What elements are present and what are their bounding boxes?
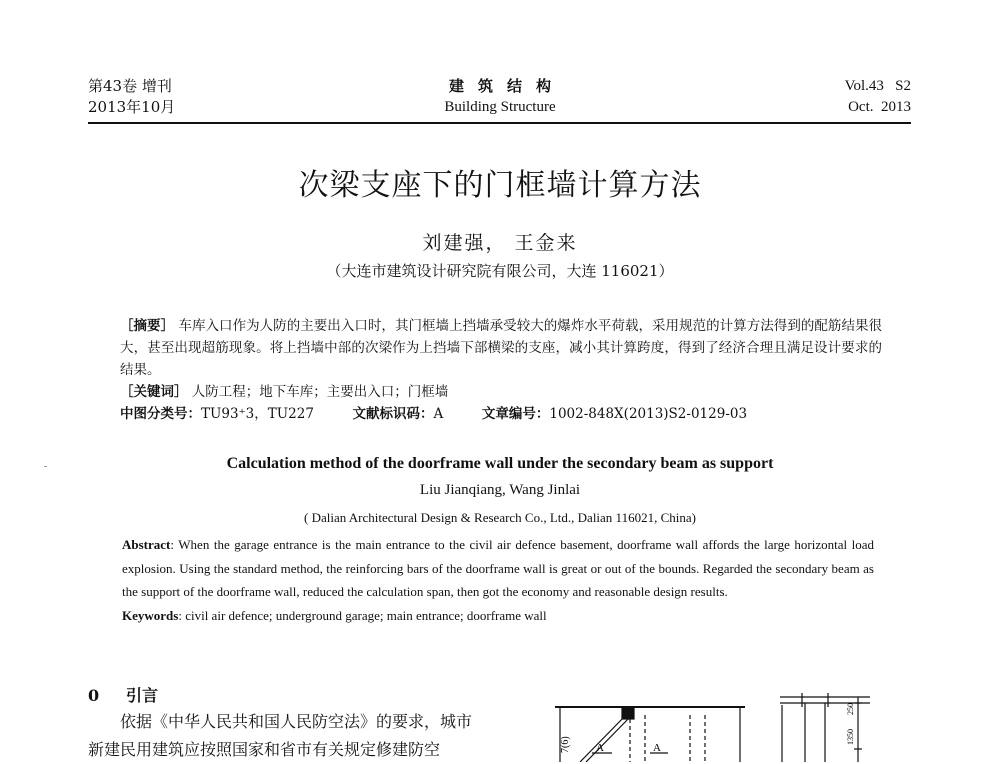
body-line: 新建民用建筑应按照国家和省市有关规定修建防空	[88, 740, 441, 759]
journal-name-en: Building Structure	[444, 99, 556, 115]
keywords-en	[122, 604, 874, 628]
abstract-cn-label: ［摘要］	[120, 318, 175, 334]
dimension-1350: 1350	[846, 729, 855, 745]
section-mark-a: A	[596, 742, 604, 754]
body-text	[88, 708, 508, 764]
keywords-cn	[120, 381, 882, 403]
structural-drawing	[540, 675, 900, 762]
affiliation: （大连市建筑设计研究院有限公司，大连 116021）	[326, 262, 674, 280]
keywords-cn-label: ［关键词］	[120, 384, 188, 400]
journal-volume-en	[845, 76, 911, 118]
dimension-250: 250	[846, 703, 855, 715]
section-heading	[88, 683, 158, 706]
abstract-en-text: : When the garage entrance is the main entrance to the civil air defence basement, doorframe wall affords the large horizontal load explosion. Using the standard method, the reinforcing bars of the doorframe wall is great or out of the bounds. Regarded the secondary beam as the support of the doorframe wall, reduced the calculation span, then got the economy and reasonable design results.	[122, 537, 874, 599]
issue-volume: 第43卷 增刊	[88, 77, 172, 95]
body-line: 依据《中华人民共和国人民防空法》的要求，城市	[120, 712, 473, 731]
classification-line	[120, 403, 882, 425]
date-en: Oct. 2013	[848, 99, 911, 115]
issue-date: 2013年10月	[88, 98, 176, 116]
abstract-en-block	[122, 533, 874, 627]
side-label: 7(6)	[560, 736, 571, 753]
abstract-cn-text: 车库入口作为人防的主要出入口时，其门框墙上挡墙承受较大的爆炸水平荷载，采用规范的计算方法得到的配筋结果很大，甚至出现超筋现象。将上挡墙中部的次梁作为上挡墙下部横梁的支座，减小其计算跨度，得到了经济合理且满足设计要求的结果。	[120, 318, 883, 378]
paper-title-en: Calculation method of the doorframe wall under the secondary beam as support	[226, 455, 774, 472]
t-section-drawing	[780, 693, 870, 762]
doc-code-value: A	[433, 406, 444, 422]
authors: 刘建强， 王金来	[422, 232, 578, 254]
article-id-value: 1002-848X(2013)S2-0129-03	[549, 406, 748, 422]
clc-label: 中图分类号：	[120, 406, 201, 422]
paper-title: 次梁支座下的门框墙计算方法	[298, 168, 702, 203]
wall-section-drawing	[555, 707, 745, 762]
keywords-en-label: Keywords	[122, 607, 179, 623]
section-mark-a: A	[653, 742, 661, 754]
clc-value: TU93⁺3，TU227	[201, 406, 314, 422]
abstract-cn-block	[120, 315, 882, 425]
abstract-en-label: Abstract	[122, 537, 171, 552]
abstract-en	[122, 533, 874, 604]
abstract-cn	[120, 315, 882, 381]
journal-name-cn: 建筑结构	[448, 77, 565, 95]
section-title: 引言	[126, 686, 159, 705]
volume-en: Vol.43 S2	[844, 78, 911, 94]
section-number: 0	[88, 686, 100, 705]
doc-code-label: 文献标识码：	[352, 406, 434, 422]
keywords-cn-text: 人防工程；地下车库；主要出入口；门框墙	[191, 384, 449, 400]
article-id-label: 文章编号：	[481, 406, 550, 422]
header-rule	[88, 122, 911, 124]
authors-en: Liu Jianqiang, Wang Jinlai	[419, 482, 581, 498]
keywords-en-text: : civil air defence; underground garage; main entrance; doorframe wall	[178, 607, 547, 623]
affiliation-en: ( Dalian Architectural Design & Research Co., Ltd., Dalian 116021, China)	[304, 510, 696, 525]
